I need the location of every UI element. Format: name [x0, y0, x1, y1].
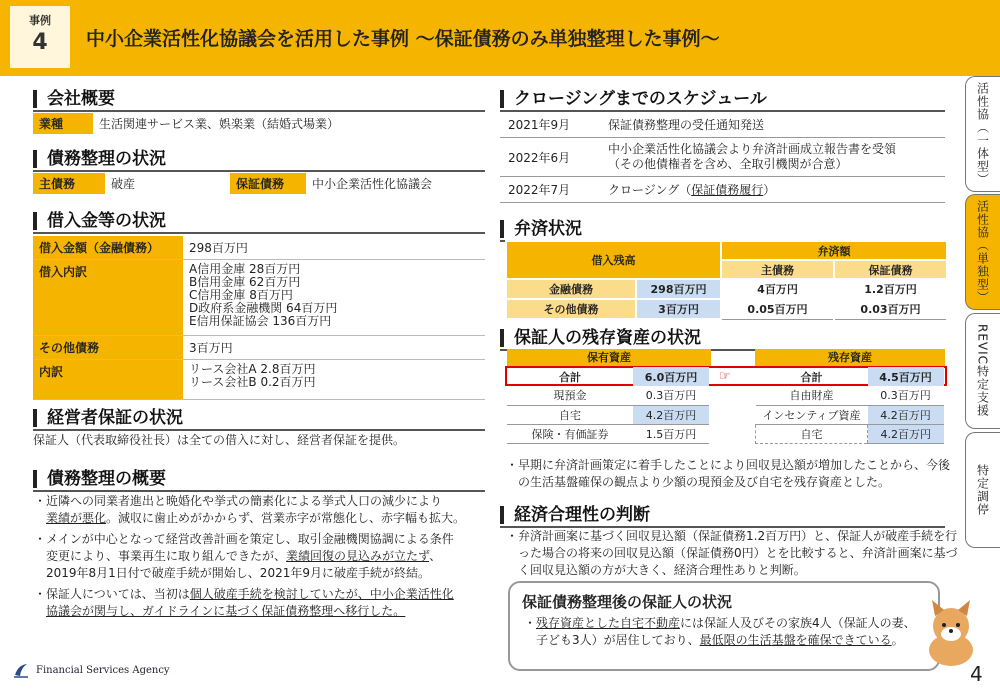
schedule-date: 2022年6月	[500, 138, 600, 177]
schedule-desc	[600, 138, 945, 177]
balance-value: 298百万円	[636, 279, 721, 299]
text: 近隣への同業者進出と晩婚化や挙式の簡素化による挙式人口の減少により	[46, 494, 443, 508]
case-badge	[10, 6, 70, 68]
main-debt-value: 破産	[111, 177, 136, 191]
emphasis: 協議会が関与し、ガイドラインに基づく保証債務整理へ移行した。	[46, 604, 406, 618]
loan-detail-label: 借入内訳	[33, 260, 183, 336]
guar-value: 0.03百万円	[834, 299, 947, 319]
text: 子ども3人）が居住しており、	[536, 633, 700, 647]
held-total-value: 6.0百万円	[633, 367, 709, 386]
breakdown-label: 内訳	[33, 360, 183, 400]
divider	[33, 232, 485, 234]
held-header: 保有資産	[507, 349, 711, 366]
text: 。減収に歯止めがかからず、営業赤字が常態化し、赤字幅も拡大。	[106, 511, 466, 525]
loan-detail-item: B信用金庫 62百万円	[189, 275, 301, 289]
emphasis: 業績回復の見込みが立たず	[286, 549, 430, 563]
loan-detail-item: E信用保証協会 136百万円	[189, 314, 332, 328]
overview-bullet-2	[46, 531, 486, 582]
text: 変更により、事業再生に取り組んできたが、	[46, 549, 287, 563]
header-bar	[0, 0, 1000, 76]
loan-detail-item: A信用金庫 28百万円	[189, 262, 301, 276]
balance-header: 借入残高	[506, 241, 721, 279]
main-value: 4百万円	[721, 279, 834, 299]
held-label: 保険・有価証券	[507, 424, 633, 443]
text: 。	[891, 633, 904, 647]
loan-detail-item: C信用金庫 8百万円	[189, 288, 293, 302]
footer	[12, 661, 170, 679]
schedule-title: クロージングまでのスケジュール	[500, 90, 767, 108]
page-number: 4	[970, 662, 983, 686]
repay-header: 弁済額	[721, 241, 947, 260]
after-status-box	[508, 581, 940, 671]
loan-detail-values	[183, 260, 485, 336]
held-total-label: 合計	[559, 370, 581, 384]
case-number: 4	[32, 30, 48, 55]
text: （その他債権者を含め、全取引機関が合意）	[608, 157, 848, 171]
held-assets-table	[507, 367, 709, 444]
agency-name: Financial Services Agency	[36, 664, 170, 676]
text: 2019年8月1日付で破産手続が開始し、2021年9月に破産手続が終結。	[46, 566, 430, 580]
overview-bullet-3	[46, 586, 486, 620]
remain-label: 自宅	[756, 424, 868, 443]
emphasis: 保証債務履行	[691, 183, 764, 197]
debt-status-title: 債務整理の状況	[33, 150, 166, 168]
loans-title: 借入金等の状況	[33, 212, 166, 230]
remain-assets-table	[755, 367, 944, 444]
loans-table	[33, 236, 485, 400]
loan-total-label: 借入金額（金融債務）	[33, 236, 183, 260]
held-label: 現預金	[507, 386, 633, 405]
row-label: 金融債務	[506, 279, 636, 299]
industry-value: 生活関連サービス業、娯楽業（結婚式場業）	[99, 117, 340, 131]
text: には保証人及びその家族4人（保証人の妻、	[680, 616, 916, 630]
held-value: 1.5百万円	[633, 424, 709, 443]
main-debt-label: 主債務	[33, 173, 105, 194]
guarantee-title: 経営者保証の状況	[33, 409, 183, 427]
held-value: 0.3百万円	[633, 386, 709, 405]
assets-title: 保証人の残存資産の状況	[500, 329, 701, 347]
dog-mascot-icon	[922, 598, 980, 668]
main-value: 0.05百万円	[721, 299, 834, 319]
after-text	[536, 615, 936, 649]
row-label: その他債務	[506, 299, 636, 319]
schedule-desc	[600, 177, 945, 203]
emphasis: 残存資産とした自宅不動産	[536, 616, 681, 630]
remain-header: 残存資産	[755, 349, 945, 366]
guar-header: 保証債務	[834, 260, 947, 279]
industry-label: 業種	[33, 113, 93, 134]
company-table	[33, 113, 345, 134]
emphasis: 業績が悪化	[46, 511, 107, 525]
other-debt-label: その他債務	[33, 336, 183, 360]
text: メインが中心となって経営改善計画を策定し、取引金融機関協調による条件	[46, 532, 454, 546]
divider	[33, 429, 485, 431]
assets-note: ・ 早期に弁済計画策定に着手したことにより回収見込額が増加したことから、今後の生活基盤確保の観点より少額の現預金及び自宅を残存資産とした。	[518, 457, 960, 491]
text: 保証人については、当初は	[46, 587, 190, 601]
economic-text: ・ 弁済計画案に基づく回収見込額（保証債務1.2百万円）と、保証人が破産手続を行った場合の将来の回収見込額（保証債務0円）とを比較すると、弁済計画案に基づく回収見込額の方が大きく、経済合理性ありと判断。	[518, 528, 960, 579]
schedule-table	[500, 112, 945, 203]
after-title: 保証債務整理後の保証人の状況	[522, 593, 733, 611]
remain-value: 4.2百万円	[868, 405, 944, 424]
loan-detail-item: D政府系金融機関 64百万円	[189, 301, 338, 315]
main-header: 主債務	[721, 260, 834, 279]
guarantee-debt-value: 中小企業活性化協議会	[312, 177, 433, 191]
remain-value: 0.3百万円	[868, 386, 944, 405]
remain-total-value: 4.5百万円	[868, 367, 944, 386]
tab-revic[interactable]: REVIC特定支援	[965, 313, 1000, 429]
held-label: 自宅	[507, 405, 633, 424]
overview-title: 債務整理の概要	[33, 470, 166, 488]
loan-total-value: 298百万円	[183, 236, 485, 260]
tab-specific-mediation[interactable]: 特定調停	[965, 432, 1000, 548]
divider	[33, 170, 485, 172]
case-label: 事例	[29, 14, 51, 27]
overview-bullet-1	[46, 493, 486, 527]
guarantee-text: 保証人（代表取締役社長）は全ての借入に対し、経営者保証を提供。	[33, 433, 406, 447]
company-title: 会社概要	[33, 90, 115, 108]
schedule-desc: 保証債務整理の受任通知発送	[600, 112, 945, 138]
balance-value: 3百万円	[636, 299, 721, 319]
emphasis: 個人破産手続を検討していたが、中小企業活性化	[189, 587, 454, 601]
breakdown-values	[183, 360, 485, 400]
held-value: 4.2百万円	[633, 405, 709, 424]
repayment-table	[505, 240, 948, 320]
remain-value: 4.2百万円	[868, 424, 944, 443]
emphasis: 最低限の生活基盤を確保できている	[699, 633, 892, 647]
guarantee-debt-label: 保証債務	[230, 173, 306, 194]
schedule-date: 2022年7月	[500, 177, 600, 203]
divider	[33, 490, 485, 492]
remain-total-label: 合計	[800, 370, 823, 384]
divider	[33, 110, 485, 112]
remain-label: 自由財産	[756, 386, 868, 405]
text: 中小企業活性化協議会より弁済計画成立報告書を受領	[608, 142, 897, 156]
pointing-hand-icon: ☞	[719, 369, 731, 384]
economic-title: 経済合理性の判断	[500, 506, 650, 524]
other-debt-value: 3百万円	[183, 336, 485, 360]
fsa-logo-icon	[12, 661, 30, 679]
repayment-title: 弁済状況	[500, 220, 582, 238]
breakdown-item: リース会社A 2.8百万円	[189, 362, 316, 376]
debt-status-table	[33, 173, 438, 194]
tab-integrated[interactable]: 活性協（一体型）	[965, 76, 1000, 192]
breakdown-item: リース会社B 0.2百万円	[189, 375, 316, 389]
text: クロージング（	[608, 183, 692, 197]
page-title: 中小企業活性化協議会を活用した事例 ～保証債務のみ単独整理した事例～	[86, 28, 720, 50]
schedule-date: 2021年9月	[500, 112, 600, 138]
text: 、	[429, 549, 442, 563]
tab-standalone[interactable]: 活性協（単独型）	[965, 194, 1000, 310]
text: ）	[763, 183, 776, 197]
guar-value: 1.2百万円	[834, 279, 947, 299]
remain-label: インセンティブ資産	[756, 405, 868, 424]
